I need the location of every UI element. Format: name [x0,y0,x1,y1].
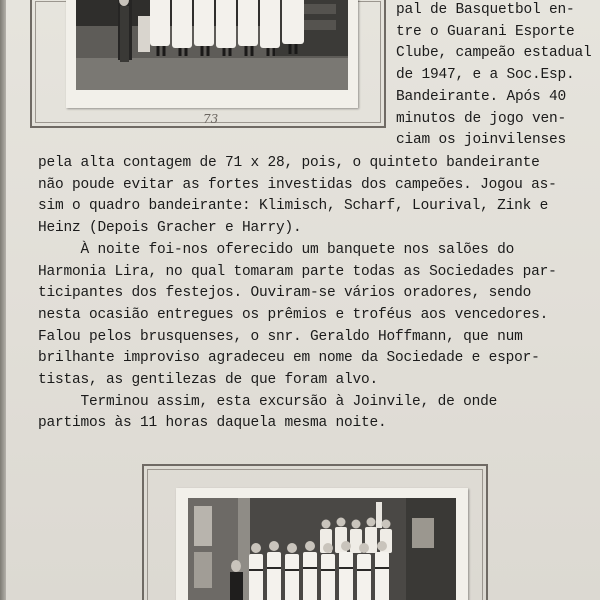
text-line: Terminou assim, esta excursão à Joinvile, de onde [38,393,498,410]
text-line: Heinz (Depois Gracher e Harry). [38,220,302,237]
text-line: partimos às 11 horas daquela mesma noite. [38,415,387,432]
text-line: Clube, campeão estadual [396,45,592,62]
text-line: minutos de jogo ven- [396,110,567,127]
bottom-photo [176,488,468,600]
page-number-annotation: 73 [203,112,219,126]
text-line: À noite foi-nos oferecido um banquete nos salões do [38,241,515,258]
top-photo [66,0,358,108]
text-line: sim o quadro bandeirante: Klimisch, Scharf, Lourival, Zink e [38,198,549,215]
album-page [6,0,600,600]
text-line: pela alta contagem de 71 x 28, pois, o quinteto bandeirante [38,155,540,171]
text-line: tistas, as gentilezas de que foram alvo. [38,372,379,389]
text-line: Bandeirante. Após 40 [396,88,567,105]
text-line: nesta ocasião entregues os prêmios e troféus aos vencedores. [38,306,549,323]
text-line: Falou pelos brusquenses, o snr. Geraldo Hoffmann, que num [38,328,523,345]
text-line: tre o Guarani Esporte [396,23,575,40]
text-line: ticipantes dos festejos. Ouviram-se vários oradores, sendo [38,285,532,302]
text-line: pal de Basquetbol en- [396,2,575,18]
text-line: de 1947, e a Soc.Esp. [396,67,575,84]
body-text [38,153,598,435]
text-line: Harmonia Lira, no qual tomaram parte todas as Sociedades par- [38,263,557,280]
text-line: ciam os joinvilenses [396,132,567,149]
text-line: não poude evitar as fortes investidas dos campeões. Jogou as- [38,176,557,193]
team-group-photo-bottom [176,488,468,600]
text-line: brilhante improviso agradeceu em nome da Sociedade e espor- [38,350,540,367]
team-group-photo-top [66,0,358,108]
right-column-text [396,0,600,152]
